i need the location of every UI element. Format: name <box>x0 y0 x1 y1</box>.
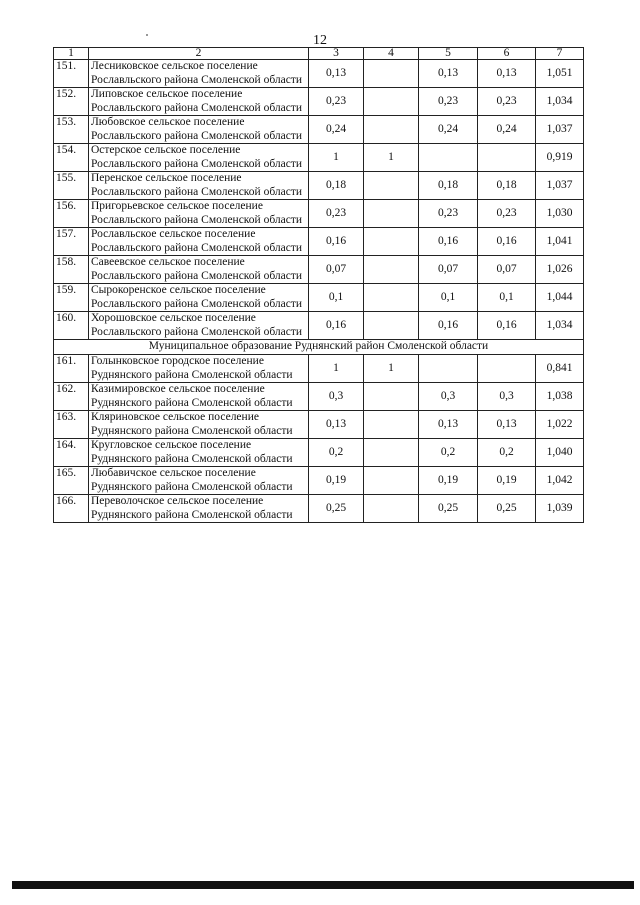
value-col-6: 0,3 <box>478 383 536 411</box>
settlement-name: Хорошовское сельское поселение Рославльского района Смоленской области <box>89 312 309 340</box>
value-col-5: 0,1 <box>419 284 478 312</box>
value-col-5: 0,3 <box>419 383 478 411</box>
value-col-4 <box>364 172 419 200</box>
value-col-3: 0,07 <box>309 256 364 284</box>
value-col-7: 1,026 <box>536 256 584 284</box>
row-number: 163. <box>54 411 89 439</box>
value-col-7: 1,037 <box>536 116 584 144</box>
settlement-name: Савеевское сельское поселение Рославльского района Смоленской области <box>89 256 309 284</box>
header-cell-1: 1 <box>54 48 89 60</box>
table-row <box>54 256 584 284</box>
value-col-4 <box>364 383 419 411</box>
value-col-4 <box>364 200 419 228</box>
value-col-5: 0,25 <box>419 495 478 523</box>
value-col-5: 0,24 <box>419 116 478 144</box>
value-col-5: 0,07 <box>419 256 478 284</box>
row-number: 152. <box>54 88 89 116</box>
value-col-6: 0,16 <box>478 312 536 340</box>
table-row <box>54 200 584 228</box>
value-col-5: 0,13 <box>419 411 478 439</box>
value-col-3: 0,13 <box>309 411 364 439</box>
row-number: 156. <box>54 200 89 228</box>
row-number: 166. <box>54 495 89 523</box>
value-col-4 <box>364 467 419 495</box>
value-col-6: 0,23 <box>478 200 536 228</box>
table-header <box>54 48 584 60</box>
value-col-6: 0,1 <box>478 284 536 312</box>
value-col-3: 0,1 <box>309 284 364 312</box>
section-title: Муниципальное образование Руднянский район Смоленской области <box>54 340 584 355</box>
row-number: 165. <box>54 467 89 495</box>
table-row <box>54 312 584 340</box>
value-col-4: 1 <box>364 355 419 383</box>
roslavl-rows <box>54 60 584 340</box>
row-number: 154. <box>54 144 89 172</box>
table-row <box>54 284 584 312</box>
value-col-3: 0,19 <box>309 467 364 495</box>
row-number: 161. <box>54 355 89 383</box>
value-col-6: 0,13 <box>478 411 536 439</box>
value-col-6: 0,25 <box>478 495 536 523</box>
header-cell-3: 3 <box>309 48 364 60</box>
row-number: 157. <box>54 228 89 256</box>
value-col-6: 0,07 <box>478 256 536 284</box>
value-col-5 <box>419 144 478 172</box>
row-number: 162. <box>54 383 89 411</box>
settlement-name: Голынковское городское поселение Руднянского района Смоленской области <box>89 355 309 383</box>
value-col-3: 0,18 <box>309 172 364 200</box>
settlement-name: Остерское сельское поселение Рославльского района Смоленской области <box>89 144 309 172</box>
value-col-6: 0,16 <box>478 228 536 256</box>
header-cell-6: 6 <box>478 48 536 60</box>
table-row <box>54 60 584 88</box>
value-col-4 <box>364 60 419 88</box>
row-number: 155. <box>54 172 89 200</box>
settlement-name: Кругловское сельское поселение Руднянского района Смоленской области <box>89 439 309 467</box>
table-row <box>54 439 584 467</box>
settlement-name: Перенское сельское поселение Рославльского района Смоленской области <box>89 172 309 200</box>
value-col-6: 0,19 <box>478 467 536 495</box>
value-col-5: 0,16 <box>419 228 478 256</box>
table-row <box>54 495 584 523</box>
header-cell-4: 4 <box>364 48 419 60</box>
value-col-5: 0,19 <box>419 467 478 495</box>
value-col-4 <box>364 439 419 467</box>
header-cell-7: 7 <box>536 48 584 60</box>
value-col-7: 0,919 <box>536 144 584 172</box>
section-row <box>54 340 584 355</box>
value-col-6: 0,18 <box>478 172 536 200</box>
table-row <box>54 144 584 172</box>
settlement-name: Сырокоренское сельское поселение Рославльского района Смоленской области <box>89 284 309 312</box>
section-block <box>54 340 584 355</box>
value-col-7: 1,039 <box>536 495 584 523</box>
value-col-3: 0,2 <box>309 439 364 467</box>
settlement-name: Кляриновское сельское поселение Руднянского района Смоленской области <box>89 411 309 439</box>
settlement-name: Переволочское сельское поселение Руднянского района Смоленской области <box>89 495 309 523</box>
value-col-7: 1,040 <box>536 439 584 467</box>
row-number: 160. <box>54 312 89 340</box>
value-col-4 <box>364 312 419 340</box>
value-col-7: 1,041 <box>536 228 584 256</box>
bottom-black-bar <box>12 881 634 889</box>
value-col-5: 0,18 <box>419 172 478 200</box>
value-col-3: 0,13 <box>309 60 364 88</box>
value-col-6: 0,13 <box>478 60 536 88</box>
value-col-5: 0,23 <box>419 88 478 116</box>
value-col-3: 0,16 <box>309 312 364 340</box>
value-col-3: 1 <box>309 355 364 383</box>
table-row <box>54 228 584 256</box>
value-col-7: 1,038 <box>536 383 584 411</box>
value-col-3: 0,3 <box>309 383 364 411</box>
value-col-5: 0,2 <box>419 439 478 467</box>
table-row <box>54 88 584 116</box>
value-col-6 <box>478 144 536 172</box>
value-col-7: 1,022 <box>536 411 584 439</box>
table-row <box>54 467 584 495</box>
value-col-4 <box>364 284 419 312</box>
header-cell-2: 2 <box>89 48 309 60</box>
value-col-4 <box>364 88 419 116</box>
value-col-7: 1,042 <box>536 467 584 495</box>
table-row <box>54 116 584 144</box>
table-row <box>54 383 584 411</box>
value-col-6: 0,23 <box>478 88 536 116</box>
value-col-6: 0,2 <box>478 439 536 467</box>
value-col-7: 1,034 <box>536 312 584 340</box>
value-col-7: 1,044 <box>536 284 584 312</box>
value-col-4 <box>364 411 419 439</box>
value-col-4 <box>364 256 419 284</box>
value-col-3: 0,25 <box>309 495 364 523</box>
settlement-name: Лесниковское сельское поселение Рославльского района Смоленской области <box>89 60 309 88</box>
value-col-7: 1,034 <box>536 88 584 116</box>
value-col-5: 0,23 <box>419 200 478 228</box>
settlement-name: Липовское сельское поселение Рославльского района Смоленской области <box>89 88 309 116</box>
value-col-5 <box>419 355 478 383</box>
row-number: 159. <box>54 284 89 312</box>
value-col-3: 0,23 <box>309 200 364 228</box>
settlement-name: Любавичское сельское поселение Руднянского района Смоленской области <box>89 467 309 495</box>
settlement-name: Казимировское сельское поселение Руднянского района Смоленской области <box>89 383 309 411</box>
page-number: 12 <box>313 33 327 48</box>
value-col-4 <box>364 116 419 144</box>
value-col-3: 1 <box>309 144 364 172</box>
value-col-7: 1,051 <box>536 60 584 88</box>
row-number: 153. <box>54 116 89 144</box>
value-col-4 <box>364 228 419 256</box>
header-cell-5: 5 <box>419 48 478 60</box>
header-row <box>54 48 584 60</box>
scan-speck <box>146 34 148 36</box>
value-col-4: 1 <box>364 144 419 172</box>
data-table <box>53 47 584 523</box>
settlement-name: Любовское сельское поселение Рославльского района Смоленской области <box>89 116 309 144</box>
value-col-3: 0,23 <box>309 88 364 116</box>
row-number: 164. <box>54 439 89 467</box>
value-col-4 <box>364 495 419 523</box>
row-number: 158. <box>54 256 89 284</box>
table-row <box>54 355 584 383</box>
rudnya-rows <box>54 355 584 523</box>
value-col-6: 0,24 <box>478 116 536 144</box>
table-row <box>54 172 584 200</box>
value-col-6 <box>478 355 536 383</box>
value-col-3: 0,16 <box>309 228 364 256</box>
settlement-name: Рославльское сельское поселение Рославльского района Смоленской области <box>89 228 309 256</box>
table-row <box>54 411 584 439</box>
settlement-name: Пригорьевское сельское поселение Рославльского района Смоленской области <box>89 200 309 228</box>
value-col-5: 0,16 <box>419 312 478 340</box>
row-number: 151. <box>54 60 89 88</box>
value-col-7: 1,037 <box>536 172 584 200</box>
value-col-7: 1,030 <box>536 200 584 228</box>
value-col-5: 0,13 <box>419 60 478 88</box>
value-col-7: 0,841 <box>536 355 584 383</box>
value-col-3: 0,24 <box>309 116 364 144</box>
